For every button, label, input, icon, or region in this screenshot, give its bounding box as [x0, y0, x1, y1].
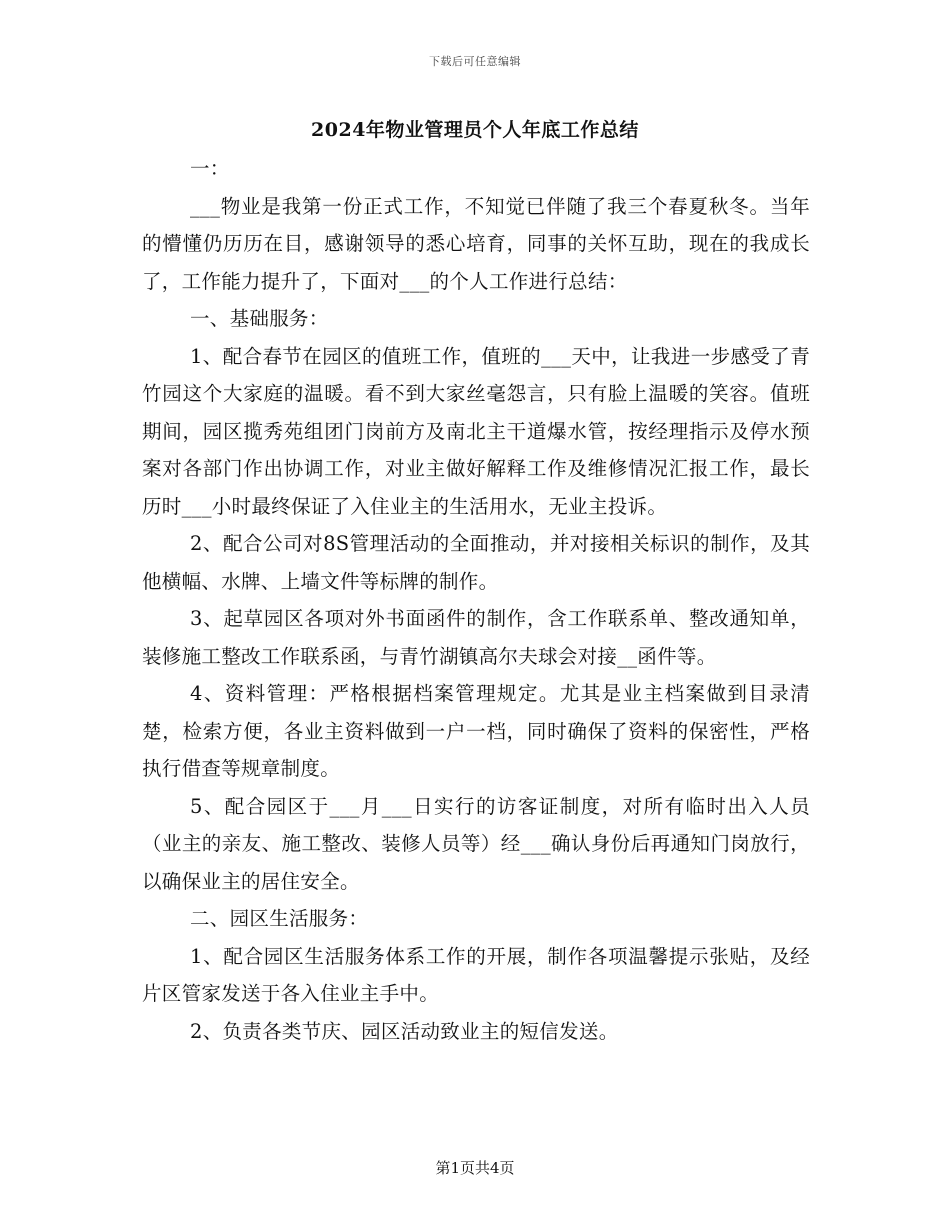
- heading-living-services: 二、园区生活服务：: [190, 907, 369, 930]
- heading-basic-services: 一、基础服务：: [190, 307, 329, 330]
- paragraph-item-1: 1、配合春节在园区的值班工作，值班的___天中，让我进一步感受了青竹园这个大家庭的温暖。看不到大家丝毫怨言，只有脸上温暖的笑容。值班期间，园区揽秀苑组团门岗前方及南北主干道爆水管，按经理指示及停水预案对各部门作出协调工作，对业主做好解释工作及维修情况汇报工作，最长历时___小时最终保证了入住业主的生活用水，无业主投诉。: [142, 344, 810, 518]
- paragraph-item-5: 5、配合园区于___月___日实行的访客证制度，对所有临时出入人员（业主的亲友、施工整改、装修人员等）经___确认身份后再通知门岗放行，以确保业主的居住安全。: [142, 794, 810, 893]
- document-title: 2024年物业管理员个人年底工作总结: [311, 119, 639, 141]
- paragraph-item-3: 3、起草园区各项对外书面函件的制作，含工作联系单、整改通知单，装修施工整改工作联系函，与青竹湖镇高尔夫球会对接__函件等。: [142, 607, 810, 668]
- paragraph-living-item-2: 2、负责各类节庆、园区活动致业主的短信发送。: [190, 1019, 619, 1043]
- paragraph-intro: ___物业是我第一份正式工作，不知觉已伴随了我三个春夏秋冬。当年的懵懂仍历历在目，感谢领导的悉心培育，同事的关怀互助，现在的我成长了，工作能力提升了，下面对___的个人工作进行总结：: [142, 194, 810, 293]
- paragraph-section-label: 一：: [190, 157, 230, 180]
- header-note: 下载后可任意编辑: [429, 55, 521, 68]
- document-body: [142, 150, 810, 1050]
- page-number-footer: 第1页共4页: [435, 1159, 515, 1177]
- paragraph-living-item-1: 1、配合园区生活服务体系工作的开展，制作各项温馨提示张贴，及经片区管家发送于各入住业主手中。: [142, 944, 810, 1005]
- paragraph-item-4: 4、资料管理：严格根据档案管理规定。尤其是业主档案做到目录清楚，检索方便，各业主资料做到一户一档，同时确保了资料的保密性，严格执行借查等规章制度。: [142, 682, 810, 780]
- paragraph-item-2: 2、配合公司对8S管理活动的全面推动，并对接相关标识的制作，及其他横幅、水牌、上墙文件等标牌的制作。: [142, 532, 810, 593]
